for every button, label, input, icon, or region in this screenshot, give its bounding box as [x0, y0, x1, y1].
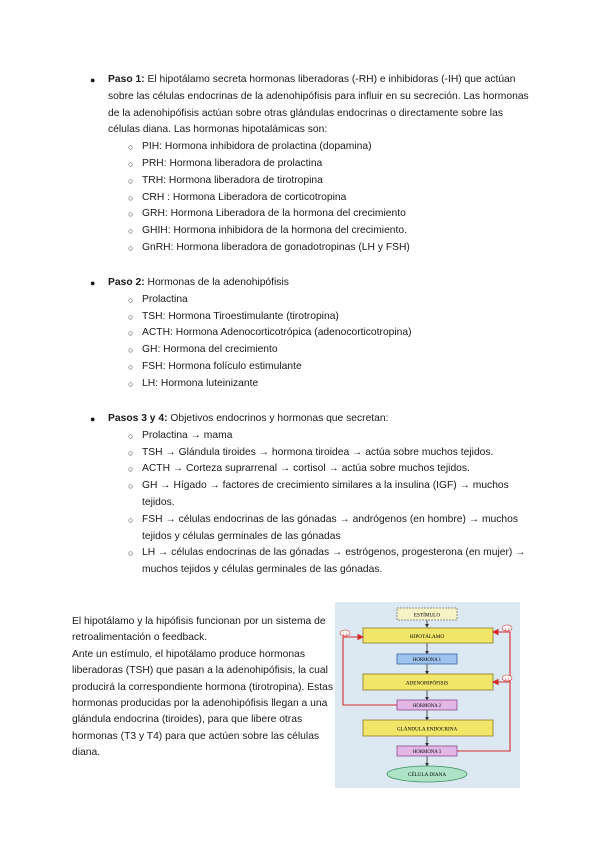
paso-3-4-text: Objetivos endocrinos y hormonas que secretan: — [170, 413, 389, 424]
list-item: ○ ACTH: Hormona Adenocorticotrópica (adenocorticotropina) — [128, 325, 530, 342]
hypothalamic-hormones-list — [90, 139, 530, 257]
list-item: ○ Prolactina — [128, 292, 530, 309]
paso-2-text: Hormonas de la adenohipófisis — [147, 277, 289, 288]
list-item: ○ PIH: Hormona inhibidora de prolactina (dopamina) — [128, 139, 530, 156]
hipotalamo-label: HIPOTÁLAMO — [409, 634, 445, 640]
adenohypophysis-hormones-list — [90, 292, 530, 393]
list-item: ○ ACTH → Corteza suprarrenal → cortisol → actúa sobre muchos tejidos. — [128, 461, 540, 478]
paso-2-paragraph — [90, 275, 530, 292]
paso-1-text: El hipotálamo secreta hormonas liberadoras (-RH) e inhibidoras (-IH) que actúan sobre las células endocrinas de la adenohipófisis para influir en su secreción. Las hormonas de la adenohipófisis actúan sobre otras glándulas endocrinas o directamente sobre las células diana. Las hormonas hipotalámicas son: — [108, 74, 529, 136]
list-item: ○ CRH : Hormona Liberadora de corticotropina — [128, 190, 530, 207]
list-item: ○ GnRH: Hormona liberadora de gonadotropinas (LH y FSH) — [128, 240, 530, 257]
negative-sign-mid-right-label: (-) — [505, 675, 509, 681]
paso-3-4-label: Pasos 3 y 4: — [108, 413, 168, 424]
list-item: ○ TRH: Hormona liberadora de tirotropina — [128, 173, 530, 190]
list-item: ○ Prolactina → mama — [128, 428, 540, 445]
adenohipofisis-label: ADENOHIPÓFISIS — [405, 680, 449, 687]
hormona-2-label: HORMONA 2 — [412, 704, 442, 709]
list-item: ○ LH: Hormona luteinizante — [128, 376, 530, 393]
list-item: ○ FSH → células endocrinas de las gónadas → andrógenos (en hombre) → muchos tejidos y células germinales de las gónadas — [128, 512, 540, 546]
paso-2-label: Paso 2: — [108, 277, 145, 288]
hormona-1-label: HORMONA 1 — [412, 658, 442, 663]
celula-diana-label: CÉLULA DIANA — [407, 772, 447, 778]
section-paso-1 — [90, 72, 530, 257]
list-item: ○ TSH: Hormona Tiroestimulante (tirotropina) — [128, 309, 530, 326]
section-pasos-3-4 — [90, 411, 540, 579]
glandula-endocrina-label: GLÁNDULA ENDOCRINA — [396, 726, 458, 733]
negative-sign-top-right-label: (-) — [505, 625, 509, 631]
hormona-3-label: HORMONA 3 — [412, 750, 442, 755]
endocrine-targets-list — [90, 428, 540, 579]
list-item: ○ GH → Hígado → factores de crecimiento similares a la insulina (IGF) → muchos tejidos. — [128, 478, 540, 512]
feedback-diagram — [335, 602, 520, 788]
feedback-paragraph — [72, 614, 334, 762]
list-item: ○ FSH: Hormona folículo estimulante — [128, 359, 530, 376]
paso-3-4-paragraph — [90, 411, 540, 428]
section-paso-2 — [90, 275, 530, 393]
negative-sign-left-label: (-) — [343, 630, 347, 636]
list-item: ○ TSH → Glándula tiroides → hormona tiroidea → actúa sobre muchos tejidos. — [128, 445, 540, 462]
paso-1-label: Paso 1: — [108, 74, 145, 85]
list-item: ○ PRH: Hormona liberadora de prolactina — [128, 156, 530, 173]
paso-1-paragraph — [90, 72, 530, 139]
feedback-explanation: Ante un estímulo, el hipotálamo produce hormonas liberadoras (TSH) que pasan a la adenohipófisis, la cual producirá la correspondiente hormona (tirotropina). Estas hormonas producidas por la adenohipófisis llegan a una glándula endocrina (tiroides), para que libere otras hormonas (T3 y T4) para que actúen sobre las células diana. — [72, 648, 333, 759]
list-item: ○ LH → células endocrinas de las gónadas → estrógenos, progesterona (en mujer) → muchos tejidos y células germinales de las gónadas. — [128, 545, 540, 579]
estimulo-label: ESTÍMULO — [413, 612, 441, 619]
feedback-intro: El hipotálamo y la hipófisis funcionan por un sistema de retroalimentación o feedback. — [72, 616, 326, 644]
list-item: ○ GH: Hormona del crecimiento — [128, 342, 530, 359]
list-item: ○ GHIH: Hormona inhibidora de la hormona del crecimiento. — [128, 223, 530, 240]
list-item: ○ GRH: Hormona Liberadora de la hormona del crecimiento — [128, 206, 530, 223]
